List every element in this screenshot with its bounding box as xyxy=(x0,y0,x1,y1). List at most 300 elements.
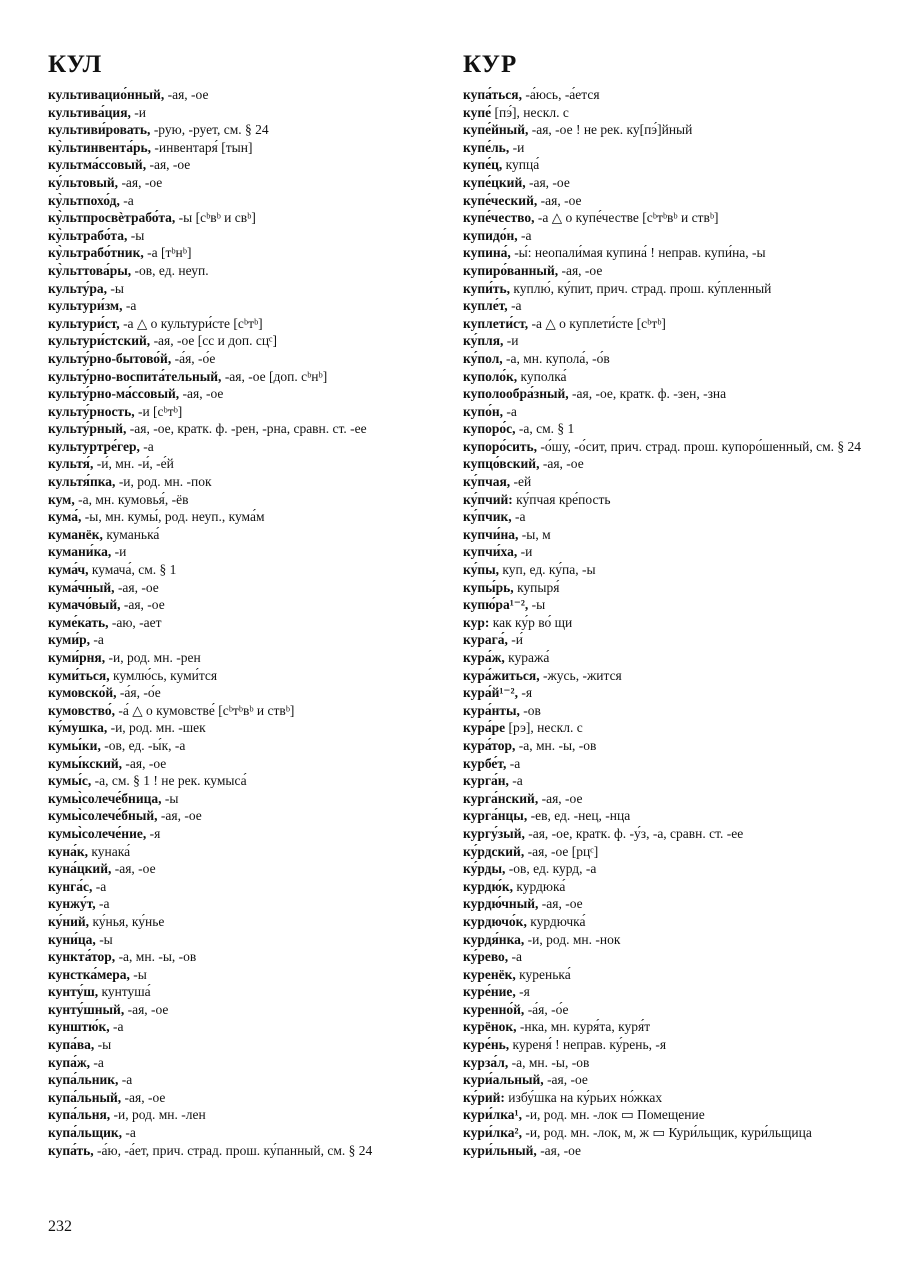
entry-definition: -и, род. мн. -нок xyxy=(524,931,621,947)
dictionary-entry xyxy=(463,244,863,262)
entry-headword: кумы̀солече́ние, xyxy=(48,825,147,841)
entry-headword: ку̀льтинвента́рь, xyxy=(48,139,152,155)
entry-list-right xyxy=(463,86,863,1159)
dictionary-entry xyxy=(48,966,468,984)
dictionary-entry xyxy=(48,1142,468,1160)
entry-headword: ку́пчий: xyxy=(463,491,513,507)
entry-headword: кургу́зый, xyxy=(463,825,525,841)
entry-headword: кума́чный, xyxy=(48,579,115,595)
entry-headword: куренно́й, xyxy=(463,1001,525,1017)
entry-headword: купе́ц, xyxy=(463,157,503,173)
entry-definition: -а, мн. кумовья́, -ёв xyxy=(74,491,189,507)
entry-headword: ку́пол, xyxy=(463,350,503,366)
entry-headword: кумы́кский, xyxy=(48,755,123,771)
dictionary-entry xyxy=(48,1124,468,1142)
entry-headword: кумы́с, xyxy=(48,773,92,789)
entry-definition: -а, см. § 1 ! не рек. кумыса́ xyxy=(91,773,247,789)
dictionary-entry xyxy=(463,280,863,298)
dictionary-entry xyxy=(463,1054,863,1072)
entry-definition: -ев, ед. -нец, -нца xyxy=(527,808,631,824)
entry-definition: -а △ о купе́честве [cᵇтᵇвᵇ и ствᵇ] xyxy=(534,210,719,226)
entry-headword: ку̀льттова́ры, xyxy=(48,262,132,278)
dictionary-entry xyxy=(48,772,468,790)
entry-headword: курга́нцы, xyxy=(463,808,528,824)
entry-definition: куп, ед. ку́па, -ы xyxy=(499,562,596,578)
dictionary-entry xyxy=(48,860,468,878)
entry-headword: ку́пля, xyxy=(463,333,504,349)
entry-headword: культури́стский, xyxy=(48,333,151,349)
entry-definition: -а́я, -о́е xyxy=(524,1001,569,1017)
dictionary-entry xyxy=(48,1036,468,1054)
dictionary-entry xyxy=(463,473,863,491)
right-column xyxy=(463,50,863,1159)
entry-headword: куна́к, xyxy=(48,843,89,859)
entry-definition: -ая, -ое, кратк. ф. -рен, -рна, сравн. ст. -ее xyxy=(126,421,367,437)
entry-definition: -и xyxy=(111,544,127,560)
dictionary-entry xyxy=(48,737,468,755)
entry-headword: кума́, xyxy=(48,509,82,525)
entry-definition: -ая, -ое ! не рек. ку[пэ́]йный xyxy=(528,122,693,138)
entry-definition: куража́ xyxy=(504,650,550,665)
entry-definition: -а xyxy=(90,1054,104,1070)
dictionary-entry xyxy=(463,983,863,1001)
entry-definition: -ая, -ое xyxy=(124,1001,169,1017)
entry-definition: -ов, ед. курд, -а xyxy=(505,861,597,877)
entry-definition: -ая, -ое xyxy=(525,174,570,190)
dictionary-entry xyxy=(463,631,863,649)
dictionary-entry xyxy=(463,1071,863,1089)
entry-headword: купцо́вский, xyxy=(463,456,540,472)
entry-headword: культури́ст, xyxy=(48,315,120,331)
entry-headword: кумы̀солече́бный, xyxy=(48,808,158,824)
entry-definition: -и [cᵇтᵇ] xyxy=(134,403,183,419)
entry-definition: -а, мн. купола́, -о́в xyxy=(502,350,610,366)
entry-definition: -и, род. мн. -пок xyxy=(115,474,212,490)
dictionary-entry xyxy=(48,614,468,632)
entry-definition: -а xyxy=(90,632,104,648)
entry-headword: курбе́т, xyxy=(463,755,507,771)
entry-definition: купца́ xyxy=(502,157,540,173)
entry-definition: -ы xyxy=(161,790,179,806)
dictionary-entry xyxy=(463,737,863,755)
dictionary-entry xyxy=(463,1036,863,1054)
entry-definition: куренька́ xyxy=(515,966,571,982)
dictionary-entry xyxy=(48,192,468,210)
entry-definition: -и́, мн. -и́, -е́й xyxy=(93,456,174,472)
dictionary-entry xyxy=(463,121,863,139)
entry-headword: курдючо́к, xyxy=(463,913,527,929)
entry-headword: ку̀льтрабо́тник, xyxy=(48,245,144,261)
entry-definition: -аю, -ает xyxy=(108,614,162,630)
left-column xyxy=(48,50,468,1159)
entry-definition: -ов, ед. -ы́к, -а xyxy=(100,737,186,753)
entry-headword: купидо́н, xyxy=(463,227,518,243)
entry-headword: кумы́ки, xyxy=(48,737,101,753)
entry-headword: ку̀льтпохо́д, xyxy=(48,192,120,208)
entry-headword: курёнок, xyxy=(463,1019,517,1035)
entry-headword: куме́кать, xyxy=(48,614,109,630)
dictionary-entry xyxy=(463,561,863,579)
entry-headword: купе́ль, xyxy=(463,139,510,155)
dictionary-entry xyxy=(48,1106,468,1124)
entry-headword: кура́ж, xyxy=(463,650,505,665)
entry-headword: кура́тор, xyxy=(463,737,516,753)
entry-definition: куреня́ ! неправ. ку́рень, -я xyxy=(509,1037,667,1053)
entry-definition: купыря́ xyxy=(513,579,560,595)
entry-headword: кумовско́й, xyxy=(48,685,117,701)
entry-definition: -и, род. мн. -лок, м, ж ▭ Кури́льщик, кури́льщица xyxy=(521,1125,812,1141)
entry-definition: -ая, -ое xyxy=(539,456,584,472)
entry-definition: -а xyxy=(508,773,523,789)
entry-headword: ку́рий: xyxy=(463,1089,505,1105)
dictionary-entry xyxy=(48,843,468,861)
entry-headword: кури́альный, xyxy=(463,1072,544,1088)
entry-headword: купоро́с, xyxy=(463,421,516,437)
dictionary-entry xyxy=(48,983,468,1001)
dictionary-entry xyxy=(48,1001,468,1019)
entry-definition: -а △ о куплети́сте [cᵇтᵇ] xyxy=(528,315,666,331)
entry-headword: ку́пы, xyxy=(463,562,500,578)
dictionary-entry xyxy=(463,227,863,245)
dictionary-entry xyxy=(48,684,468,702)
dictionary-entry xyxy=(463,684,863,702)
entry-headword: купоро́сить, xyxy=(463,438,538,454)
entry-headword: ку́рево, xyxy=(463,949,509,965)
entry-definition: -а, мн. -ы, -ов xyxy=(508,1054,590,1070)
dictionary-entry xyxy=(48,420,468,438)
dictionary-entry xyxy=(48,1054,468,1072)
entry-definition: -а, мн. -ы, -ов xyxy=(515,737,597,753)
dictionary-entry xyxy=(463,385,863,403)
dictionary-entry xyxy=(48,455,468,473)
dictionary-entry xyxy=(463,860,863,878)
entry-definition: -ы xyxy=(528,597,546,613)
dictionary-entry xyxy=(48,332,468,350)
entry-definition: -ая, -ое xyxy=(164,87,209,102)
dictionary-entry xyxy=(48,948,468,966)
dictionary-entry xyxy=(48,315,468,333)
dictionary-entry xyxy=(463,895,863,913)
dictionary-entry xyxy=(48,649,468,667)
entry-headword: купе́цкий, xyxy=(463,174,526,190)
dictionary-entry xyxy=(48,473,468,491)
dictionary-entry xyxy=(463,579,863,597)
entry-definition: -ы xyxy=(107,280,124,296)
dictionary-entry xyxy=(463,332,863,350)
entry-definition: -ая, -ое, кратк. ф. -зен, -зна xyxy=(568,386,727,402)
dictionary-entry xyxy=(48,104,468,122)
dictionary-entry xyxy=(48,931,468,949)
entry-definition: -и xyxy=(130,104,146,120)
entry-definition: -ая, -ое xyxy=(179,386,224,402)
entry-definition: -а xyxy=(508,949,523,965)
entry-headword: купи́ть, xyxy=(463,280,511,296)
page-number: 232 xyxy=(48,1218,72,1235)
entry-headword: кура́нты, xyxy=(463,702,520,718)
entry-definition: -ы, м xyxy=(518,526,551,542)
dictionary-entry xyxy=(463,209,863,227)
entry-definition: -а xyxy=(506,755,521,771)
entry-definition: кумлю́сь, куми́тся xyxy=(109,667,218,683)
dictionary-entry xyxy=(463,297,863,315)
dictionary-entry xyxy=(48,438,468,456)
entry-headword: купчи́ха, xyxy=(463,544,518,560)
entry-definition: кумача́, см. § 1 xyxy=(88,562,177,578)
entry-headword: кура́й¹⁻², xyxy=(463,685,518,701)
dictionary-entry xyxy=(463,948,863,966)
entry-headword: купа́ть, xyxy=(48,1142,94,1158)
dictionary-entry xyxy=(463,403,863,421)
dictionary-entry xyxy=(463,508,863,526)
entry-headword: ку̀льтпросвѐтрабо́та, xyxy=(48,210,176,226)
entry-definition: -ая, -ое xyxy=(122,755,167,771)
entry-definition: -а́юсь, -а́ется xyxy=(521,87,600,102)
dictionary-entry xyxy=(463,1018,863,1036)
entry-headword: культя́пка, xyxy=(48,474,116,490)
dictionary-entry xyxy=(48,719,468,737)
entry-definition: как ку́р во́ щи xyxy=(489,614,573,630)
dictionary-entry xyxy=(463,614,863,632)
entry-headword: кури́лка¹, xyxy=(463,1107,522,1123)
entry-headword: купчи́на, xyxy=(463,526,519,542)
entry-headword: культу́рно-ма́ссовый, xyxy=(48,386,180,402)
entry-headword: купа́ва, xyxy=(48,1037,95,1053)
dictionary-entry xyxy=(48,543,468,561)
entry-headword: купа́льня, xyxy=(48,1107,111,1123)
dictionary-entry xyxy=(463,86,863,104)
entry-definition: -а xyxy=(119,192,134,208)
entry-headword: ку́рды, xyxy=(463,861,506,877)
entry-headword: культива́ция, xyxy=(48,104,131,120)
entry-headword: кумовство́, xyxy=(48,702,115,718)
entry-definition: избу́шка на ку́рьих но́жках xyxy=(504,1089,663,1105)
dictionary-entry xyxy=(48,631,468,649)
dictionary-entry xyxy=(463,702,863,720)
entry-headword: кур: xyxy=(463,614,490,630)
entry-headword: купе́чество, xyxy=(463,210,535,226)
entry-headword: куни́ца, xyxy=(48,931,96,947)
entry-definition: -нка, мн. куря́та, куря́т xyxy=(516,1019,651,1035)
dictionary-entry xyxy=(48,209,468,227)
entry-headword: кунга́с, xyxy=(48,878,93,894)
dictionary-entry xyxy=(48,156,468,174)
dictionary-entry xyxy=(463,966,863,984)
entry-definition: -а [тᵇнᵇ] xyxy=(143,245,192,261)
entry-headword: курга́н, xyxy=(463,773,509,789)
entry-definition: -а xyxy=(139,438,154,454)
dictionary-entry xyxy=(463,368,863,386)
entry-definition: -ая, -ое xyxy=(111,861,156,877)
entry-definition: -ая, -ое xyxy=(543,1072,588,1088)
entry-definition: -о́шу, -о́сит, прич. страд. прош. купоро́шенный, см. § 24 xyxy=(537,438,862,454)
entry-definition: -ая, -ое xyxy=(121,1089,166,1105)
entry-headword: кунту́ш, xyxy=(48,984,99,1000)
entry-headword: ку́мушка, xyxy=(48,720,108,736)
dictionary-entry xyxy=(48,702,468,720)
entry-definition: -а xyxy=(122,298,137,314)
entry-headword: кунстка́мера, xyxy=(48,966,130,982)
entry-headword: курга́нский, xyxy=(463,790,539,806)
entry-definition: -ы xyxy=(94,1037,112,1053)
entry-definition: -а, мн. -ы, -ов xyxy=(115,949,197,965)
dictionary-entry xyxy=(48,297,468,315)
entry-definition: -ей xyxy=(510,474,532,490)
entry-definition: кунака́ xyxy=(88,843,131,859)
entry-definition: -и, род. мн. -лен xyxy=(110,1107,206,1123)
dictionary-entry xyxy=(48,526,468,544)
entry-definition: -а xyxy=(118,1072,133,1088)
dictionary-entry xyxy=(463,1001,863,1019)
entry-headword: куре́ние, xyxy=(463,984,516,1000)
entry-headword: культу́ра, xyxy=(48,280,108,296)
entry-definition: -ая, -ое [доп. cᵇнᵇ] xyxy=(221,368,328,384)
entry-headword: купина́, xyxy=(463,245,511,261)
entry-definition: -инвентаря́ [тын] xyxy=(151,139,253,155)
dictionary-entry xyxy=(463,807,863,825)
entry-definition: -а xyxy=(109,1019,124,1035)
dictionary-entry xyxy=(48,139,468,157)
entry-headword: культуртре́гер, xyxy=(48,438,140,454)
entry-headword: культиви́ровать, xyxy=(48,122,151,138)
entry-headword: куми́рня, xyxy=(48,650,106,665)
entry-definition: -ая, -ое xyxy=(536,1142,582,1158)
entry-headword: кумани́ка, xyxy=(48,544,112,560)
dictionary-entry xyxy=(48,491,468,509)
dictionary-entry xyxy=(463,315,863,333)
dictionary-entry xyxy=(463,719,863,737)
dictionary-entry xyxy=(463,1124,863,1142)
dictionary-entry xyxy=(48,596,468,614)
entry-headword: кура́житься, xyxy=(463,667,540,683)
entry-headword: кумачо́вый, xyxy=(48,597,121,613)
dictionary-entry xyxy=(48,1089,468,1107)
entry-headword: ку́ний, xyxy=(48,913,90,929)
entry-definition: -а xyxy=(92,878,107,894)
dictionary-entry xyxy=(463,878,863,896)
dictionary-entry xyxy=(48,755,468,773)
entry-headword: ку́льтовый, xyxy=(48,174,119,190)
dictionary-entry xyxy=(48,385,468,403)
entry-definition: -ая, -ое xyxy=(157,808,202,824)
dictionary-entry xyxy=(463,931,863,949)
dictionary-entry xyxy=(463,192,863,210)
entry-headword: купа́льный, xyxy=(48,1089,122,1105)
entry-headword: куренёк, xyxy=(463,966,516,982)
entry-definition: -ая, -ое xyxy=(538,896,583,912)
dictionary-entry xyxy=(48,825,468,843)
dictionary-entry xyxy=(463,174,863,192)
entry-definition: [рэ], нескл. с xyxy=(505,720,583,736)
entry-definition: -а xyxy=(511,509,526,525)
entry-headword: кури́льный, xyxy=(463,1142,537,1158)
entry-headword: куманёк, xyxy=(48,526,103,542)
entry-headword: ку́пчик, xyxy=(463,509,512,525)
dictionary-entry xyxy=(463,825,863,843)
entry-definition: -и xyxy=(503,333,519,349)
dictionary-entry xyxy=(48,508,468,526)
dictionary-entry xyxy=(48,262,468,280)
dictionary-entry xyxy=(48,878,468,896)
entry-definition: [пэ́], нескл. с xyxy=(491,104,569,120)
entry-definition: ку́нья, ку́нье xyxy=(89,913,165,929)
entry-headword: кума́ч, xyxy=(48,562,89,578)
entry-headword: культу́рно-воспита́тельный, xyxy=(48,368,222,384)
entry-definition: -ы, мн. кумы́, род. неуп., кума́м xyxy=(81,509,265,525)
dictionary-entry xyxy=(48,1018,468,1036)
dictionary-entry xyxy=(48,368,468,386)
dictionary-entry xyxy=(463,543,863,561)
dictionary-entry xyxy=(48,913,468,931)
entry-headword: куми́ться, xyxy=(48,667,110,683)
entry-definition: -ая, -ое xyxy=(537,192,582,208)
dictionary-entry xyxy=(463,1142,863,1160)
dictionary-entry xyxy=(463,755,863,773)
dictionary-entry xyxy=(48,790,468,808)
entry-headword: купю́ра¹⁻², xyxy=(463,597,529,613)
dictionary-entry xyxy=(48,667,468,685)
entry-headword: культу́рный, xyxy=(48,421,127,437)
entry-definition: -а, см. § 1 xyxy=(515,421,575,437)
entry-definition: -ая, -ое xyxy=(120,597,165,613)
dictionary-entry xyxy=(48,807,468,825)
entry-headword: купиро́ванный, xyxy=(463,262,559,278)
entry-headword: куна́цкий, xyxy=(48,861,112,877)
entry-headword: кунштю́к, xyxy=(48,1019,110,1035)
entry-definition: -ая, -ое xyxy=(558,262,603,278)
dictionary-entry xyxy=(48,280,468,298)
entry-definition: куплю́, ку́пит, прич. страд. прош. ку́пленный xyxy=(510,280,772,296)
entry-definition: куманька́ xyxy=(102,526,160,542)
entry-definition: -а́я, -о́е xyxy=(171,350,216,366)
dictionary-entry xyxy=(48,1071,468,1089)
dictionary-entry xyxy=(48,121,468,139)
entry-definition: -я xyxy=(146,825,161,841)
column-header-left: КУЛ xyxy=(48,51,103,78)
entry-definition: -ая, -ое [рцᶜ] xyxy=(524,843,599,859)
entry-headword: купе́ческий, xyxy=(463,192,538,208)
entry-headword: ку́пчая, xyxy=(463,474,511,490)
dictionary-entry xyxy=(463,772,863,790)
entry-headword: культу́рно-бытово́й, xyxy=(48,350,172,366)
dictionary-entry xyxy=(463,526,863,544)
entry-definition: -и, род. мн. -шек xyxy=(107,720,206,736)
dictionary-entry xyxy=(48,579,468,597)
entry-definition: -и, род. мн. -лок ▭ Помещение xyxy=(521,1107,705,1123)
entry-headword: кумы̀солече́бница, xyxy=(48,790,162,806)
entry-definition: -ая, -ое xyxy=(114,579,159,595)
entry-headword: кум, xyxy=(48,491,75,507)
dictionary-entry xyxy=(48,227,468,245)
entry-definition: курдюка́ xyxy=(512,878,566,894)
dictionary-entry xyxy=(463,649,863,667)
entry-definition: -ая, -ое xyxy=(538,790,583,806)
entry-definition: -а xyxy=(517,227,532,243)
entry-headword: курдю́чный, xyxy=(463,896,539,912)
dictionary-entry xyxy=(463,262,863,280)
dictionary-entry xyxy=(463,843,863,861)
entry-definition: -ая, -ое, кратк. ф. -у́з, -а, сравн. ст. -ее xyxy=(524,825,744,841)
entry-headword: кунжу́т, xyxy=(48,896,96,912)
entry-definition: -а́ △ о кумовстве́ [cᵇтᵇвᵇ и ствᵇ] xyxy=(115,702,295,718)
entry-definition: -ая, -ое xyxy=(146,157,191,173)
entry-definition: -а́я, -о́е xyxy=(116,685,161,701)
dictionary-entry xyxy=(463,156,863,174)
entry-headword: кура́ре xyxy=(463,720,506,736)
entry-definition: -а xyxy=(95,896,110,912)
entry-definition: -я xyxy=(515,984,530,1000)
entry-definition: -ов, ед. неуп. xyxy=(131,262,209,278)
dictionary-entry xyxy=(463,491,863,509)
